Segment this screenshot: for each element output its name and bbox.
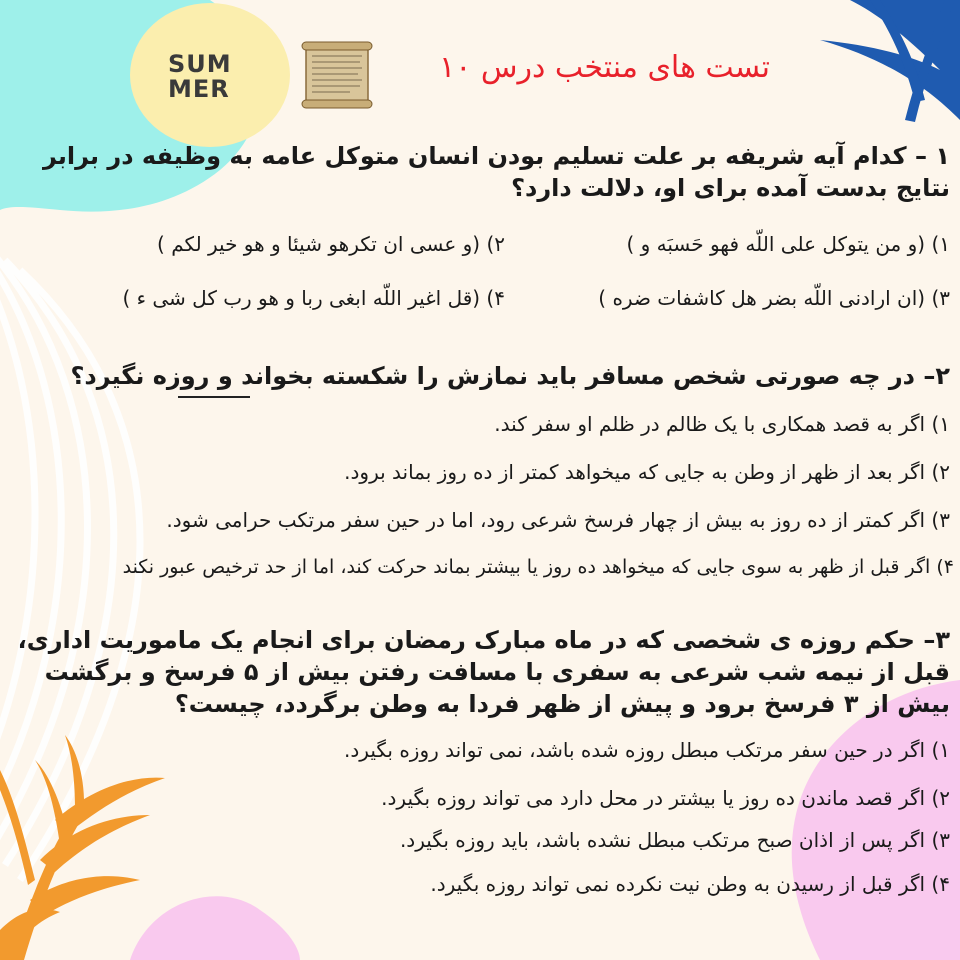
q3-option-3: ۳) اگر پس از اذان صبح مرتکب مبطل نشده باشد، باید روزه بگیرد. (399, 828, 950, 852)
q3-option-1: ۱) اگر در حین سفر مرتکب مبطل روزه شده باشد، نمی تواند روزه بگیرد. (344, 738, 950, 762)
q1-option-1: ۱) (و من یتوکل علی اللّه فهو حَسبَه و ) (626, 232, 950, 256)
underline-mark (178, 396, 250, 398)
q3-option-4: ۴) اگر قبل از رسیدن به وطن نیت نکرده نمی تواند روزه بگیرد. (430, 872, 950, 896)
summer-badge-line1: SUM (168, 50, 232, 78)
scroll-icon (300, 40, 374, 110)
question-2: ۲– در چه صورتی شخص مسافر باید نمازش را شکسته بخواند و روزه نگیرد؟ (70, 362, 950, 390)
q3-option-2: ۲) اگر قصد ماندن ده روز یا بیشتر در محل دارد می تواند روزه بگیرد. (381, 786, 950, 810)
page-title: تست های منتخب درس ۱۰ (439, 50, 770, 85)
q2-option-1: ۱) اگر به قصد همکاری با یک ظالم در ظلم او سفر کند. (494, 412, 950, 436)
q2-option-4: ۴) اگر قبل از ظهر به سوی جایی که میخواهد ده روز یا بیشتر بماند حرکت کند، اما از حد ترخیص عبور نکند (122, 556, 954, 578)
summer-badge (168, 52, 232, 102)
question-1: ۱ – کدام آیه شریفه بر علت تسلیم بودن انسان متوکل عامه به وظیفه در برابر نتایج بدست آمده برای او، دلالت دارد؟ (42, 142, 950, 202)
q2-option-2: ۲) اگر بعد از ظهر از وطن به جایی که میخواهد کمتر از ده روز بماند برود. (344, 460, 950, 484)
q1-option-2: ۲) (و عسی ان تکرهو شیئا و هو خیر لکم ) (157, 232, 505, 256)
q2-option-3: ۳) اگر کمتر از ده روز به بیش از چهار فرسخ شرعی رود، اما در حین سفر مرتکب حرامی شود. (166, 508, 950, 532)
summer-badge-line2: MER (168, 75, 230, 103)
q1-option-3: ۳) (ان ارادنی اللّه بضر هل کاشفات ضره ) (598, 286, 950, 310)
question-3: ۳– حکم روزه ی شخصی که در ماه مبارک رمضان برای انجام یک ماموریت اداری، قبل از نیمه شب شرعی به سفری با مسافت رفتن بیش از ۵ فرسخ و برگشت بیش از ۳ فرسخ برود و پیش از ظهر فردا به وطن برگردد، چیست؟ (17, 626, 950, 718)
q1-option-4: ۴) (قل اغیر اللّه ابغی ربا و هو رب کل شی ء ) (122, 286, 505, 310)
